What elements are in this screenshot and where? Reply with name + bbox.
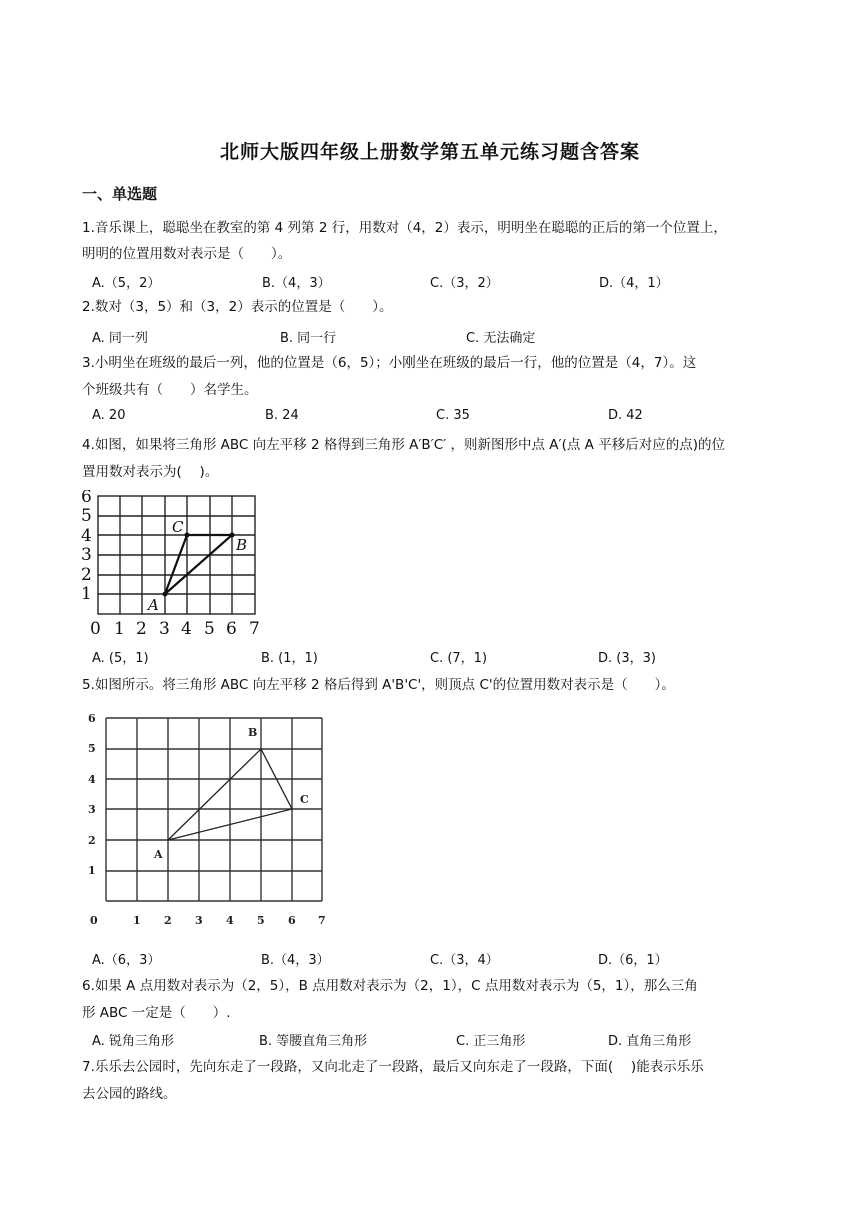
q4-x-tick-0: 0 [90, 619, 101, 638]
q5-x-tick-2: 2 [164, 914, 172, 927]
q5-option-c: C.（3，4） [430, 953, 499, 968]
q2-option-c: C. 无法确定 [466, 331, 536, 346]
q4-y-tick-1: 1 [81, 584, 92, 604]
q5-x-tick-4: 4 [226, 914, 234, 927]
q6-option-b: B. 等腰直角三角形 [259, 1034, 368, 1049]
q5-x-tick-3: 3 [195, 914, 203, 927]
q5-y-tick-4: 4 [88, 773, 96, 786]
q4-point-c [185, 533, 190, 538]
q5-option-a: A.（6，3） [92, 953, 161, 968]
question-6-line-2: 形 ABC 一定是（ ）. [82, 1005, 231, 1021]
q5-label-b: B [248, 726, 258, 739]
q4-option-c: C. (7，1) [430, 651, 488, 666]
q4-x-tick-6: 6 [226, 619, 237, 638]
q4-option-d: D. (3，3) [598, 651, 656, 666]
q2-option-b: B. 同一行 [280, 331, 337, 346]
question-3-line-2: 个班级共有（ ）名学生。 [82, 382, 258, 398]
q5-x-tick-5: 5 [257, 914, 265, 927]
q5-grid-figure [82, 706, 338, 934]
q5-label-c: C [300, 793, 309, 806]
question-6-line-1: 6.如果 A 点用数对表示为（2，5），B 点用数对表示为（2，1），C 点用数对表示为（5，1），那么三角 [82, 978, 698, 994]
page-title: 北师大版四年级上册数学第五单元练习题含答案 [219, 141, 640, 163]
q4-grid-figure [80, 490, 270, 638]
q4-option-b: B. (1，1) [261, 651, 318, 666]
question-1-line-1: 1.音乐课上，聪聪坐在教室的第 4 列第 2 行，用数对（4，2）表示，明明坐在聪聪的正后的第一个位置上， [82, 220, 727, 236]
q4-x-tick-5: 5 [204, 619, 215, 638]
q4-y-tick-5: 5 [81, 506, 92, 526]
q1-option-b: B.（4，3） [262, 276, 331, 291]
q4-x-tick-1: 1 [114, 619, 125, 638]
q6-option-c: C. 正三角形 [456, 1034, 526, 1049]
q3-option-d: D. 42 [608, 408, 643, 423]
question-4-line-2: 置用数对表示为( )。 [82, 464, 219, 480]
q4-y-tick-2: 2 [81, 565, 92, 585]
q4-y-tick-3: 3 [81, 545, 92, 565]
q3-option-c: C. 35 [436, 408, 470, 423]
question-1-line-2: 明明的位置用数对表示是（ ）。 [82, 246, 292, 262]
q6-option-d: D. 直角三角形 [608, 1034, 692, 1049]
q5-option-b: B.（4，3） [261, 953, 330, 968]
q4-option-a: A. (5，1) [92, 651, 149, 666]
question-4-line-1: 4.如图，如果将三角形 ABC 向左平移 2 格得到三角形 A′B′C′ ，则新图形中点 A′(点 A 平移后对应的点)的位 [82, 437, 725, 453]
q4-x-tick-3: 3 [159, 619, 170, 638]
q5-y-tick-3: 3 [88, 803, 96, 816]
q1-option-d: D.（4，1） [599, 276, 669, 291]
q1-option-c: C.（3，2） [430, 276, 499, 291]
q5-x-tick-1: 1 [133, 914, 141, 927]
q5-x-tick-6: 6 [288, 914, 296, 927]
q4-label-a: A [148, 596, 159, 614]
q5-y-tick-1: 1 [88, 864, 96, 877]
q5-option-d: D.（6，1） [598, 953, 668, 968]
q5-y-tick-6: 6 [88, 712, 96, 725]
q4-x-tick-4: 4 [181, 619, 192, 638]
q6-option-a: A. 锐角三角形 [92, 1034, 174, 1049]
q5-x-tick-0: 0 [90, 914, 98, 927]
q4-x-tick-2: 2 [136, 619, 147, 638]
q4-point-b [230, 533, 235, 538]
q5-y-tick-5: 5 [88, 742, 96, 755]
q2-option-a: A. 同一列 [92, 331, 148, 346]
question-7-line-2: 去公园的路线。 [82, 1086, 177, 1102]
question-2-line-1: 2.数对（3，5）和（3，2）表示的位置是（ ）。 [82, 299, 393, 315]
q5-y-tick-2: 2 [88, 834, 96, 847]
q4-point-a [163, 592, 168, 597]
question-7-line-1: 7.乐乐去公园时，先向东走了一段路，又向北走了一段路，最后又向东走了一段路，下面( )能表示乐乐 [82, 1059, 704, 1075]
q4-y-tick-6: 6 [81, 490, 92, 507]
q5-label-a: A [154, 848, 163, 861]
section-heading: 一、单选题 [82, 185, 158, 203]
q3-option-b: B. 24 [265, 408, 299, 423]
q4-label-b: B [236, 536, 248, 554]
q4-y-tick-4: 4 [81, 526, 92, 546]
q4-x-tick-7: 7 [249, 619, 260, 638]
q1-option-a: A.（5，2） [92, 276, 161, 291]
question-5-line-1: 5.如图所示。将三角形 ABC 向左平移 2 格后得到 A'B'C'，则顶点 C'的位置用数对表示是（ ）。 [82, 677, 675, 693]
question-3-line-1: 3.小明坐在班级的最后一列，他的位置是（6，5）；小刚坐在班级的最后一行，他的位置是（4，7）。这 [82, 355, 697, 371]
q4-label-c: C [172, 518, 184, 536]
q3-option-a: A. 20 [92, 408, 126, 423]
q5-x-tick-7: 7 [318, 914, 326, 927]
